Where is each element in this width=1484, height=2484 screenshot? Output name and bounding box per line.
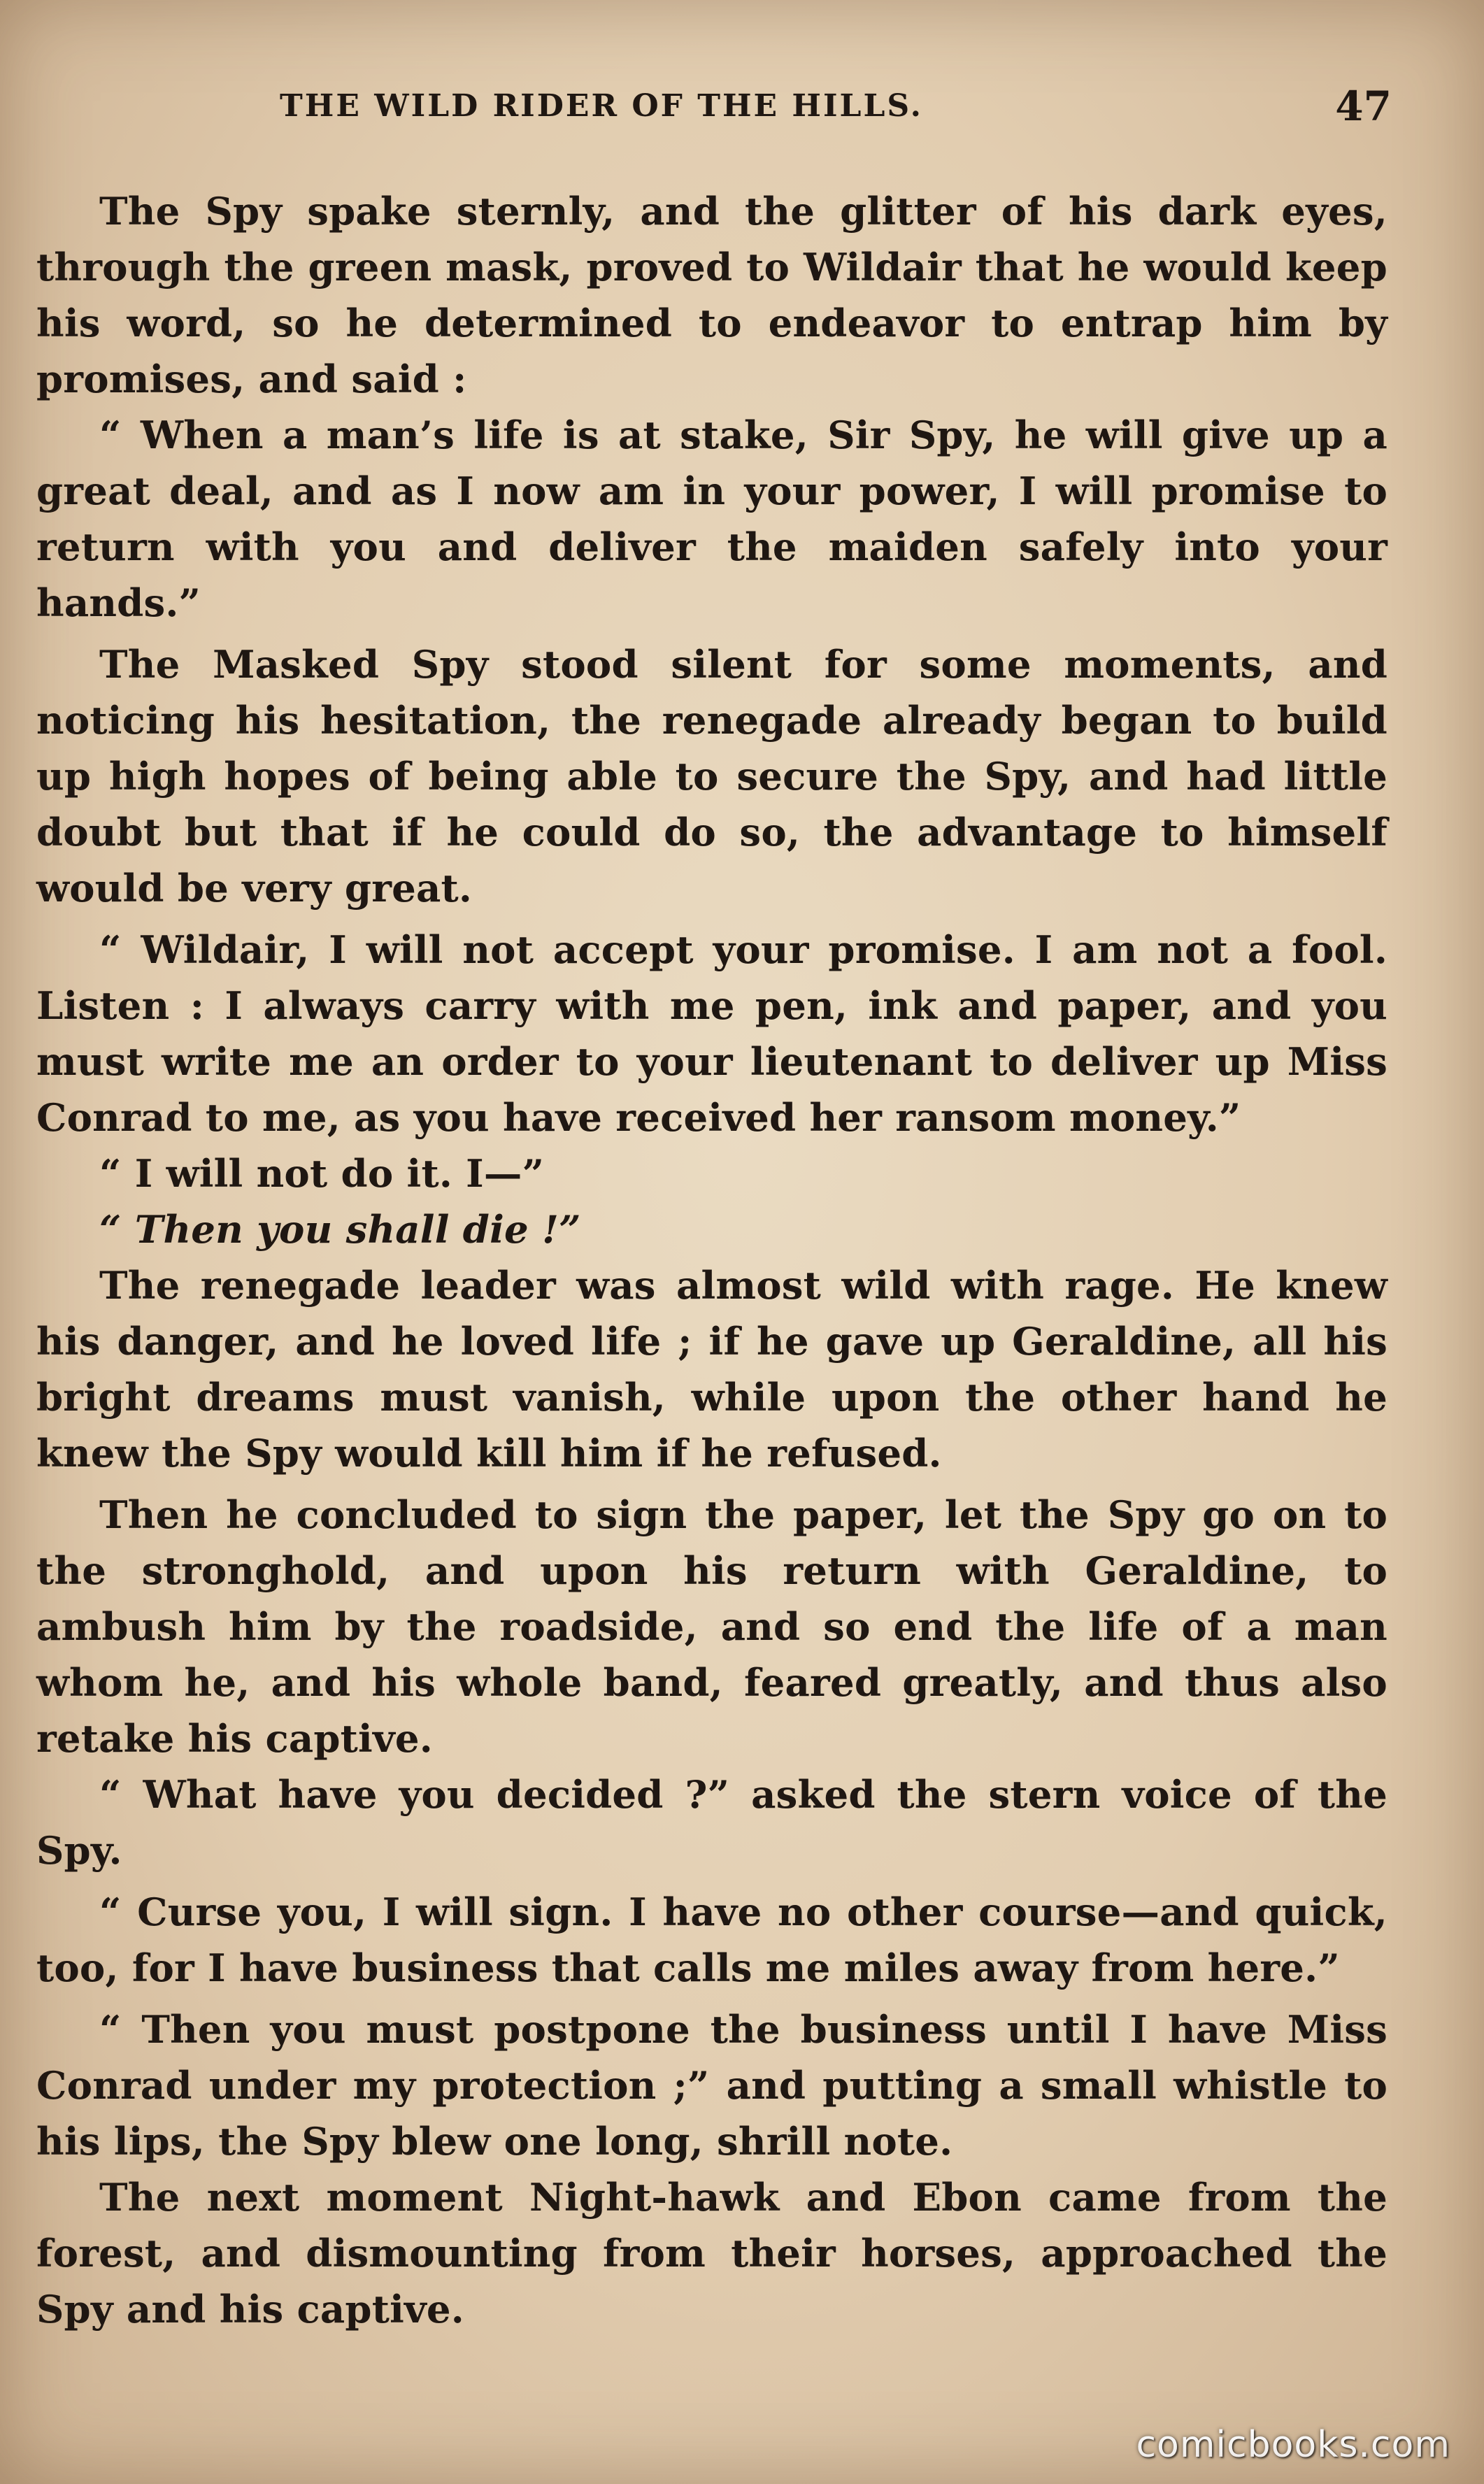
paragraph: The Masked Spy stood silent for some moments, and noticing his hesitation, the renegade already began to build up high hopes of being able to secure the Spy, and had little doubt but that if he could do so, the advantage to himself would be very great. bbox=[36, 642, 1387, 911]
running-title: THE WILD RIDER OF THE HILLS. bbox=[280, 88, 923, 124]
paragraph: “ Then you must postpone the business until I have Miss Conrad under my protection ;” and putting a small whistle to his lips, the Spy blew one long, shrill note. bbox=[36, 2007, 1387, 2164]
paragraph-italic: “ Then you shall die !” bbox=[99, 1207, 581, 1252]
body-text bbox=[36, 183, 1387, 2337]
watermark-text: comicbooks.com bbox=[1136, 2424, 1450, 2466]
page-number: 47 bbox=[1335, 83, 1392, 130]
page-header bbox=[42, 83, 1392, 138]
paragraph: The Spy spake sternly, and the glitter of his dark eyes, through the green mask, proved to Wildair that he would keep his word, so he determined to endeavor to entrap him by promises, and said : bbox=[36, 189, 1387, 401]
paragraph: “ What have you decided ?” asked the stern voice of the Spy. bbox=[36, 1772, 1387, 1873]
paragraph: “ When a man’s life is at stake, Sir Spy, he will give up a great deal, and as I now am in your power, I will promise to return with you and deliver the maiden safely into your hands.” bbox=[36, 413, 1387, 625]
paragraph: “ I will not do it. I—” bbox=[99, 1151, 545, 1196]
paragraph: The next moment Night-hawk and Ebon came from the forest, and dismounting from their horses, approached the Spy and his captive. bbox=[36, 2175, 1387, 2332]
paragraph: Then he concluded to sign the paper, let the Spy go on to the stronghold, and upon his return with Geraldine, to ambush him by the roadside, and so end the life of a man whom he, and his whole band, feared greatly, and thus also retake his captive. bbox=[36, 1492, 1387, 1761]
paragraph: The renegade leader was almost wild with rage. He knew his danger, and he loved life ; if he gave up Geraldine, all his bright dreams must vanish, while upon the other hand he knew the Spy would kill him if he refused. bbox=[36, 1263, 1387, 1476]
paragraph: “ Curse you, I will sign. I have no other course—and quick, too, for I have business that calls me miles away from here.” bbox=[36, 1890, 1387, 1990]
paragraph: “ Wildair, I will not accept your promise. I am not a fool. Listen : I always carry with me pen, ink and paper, and you must write me an order to your lieutenant to deliver up Miss Conrad to me, as you have received her ransom money.” bbox=[36, 927, 1387, 1140]
